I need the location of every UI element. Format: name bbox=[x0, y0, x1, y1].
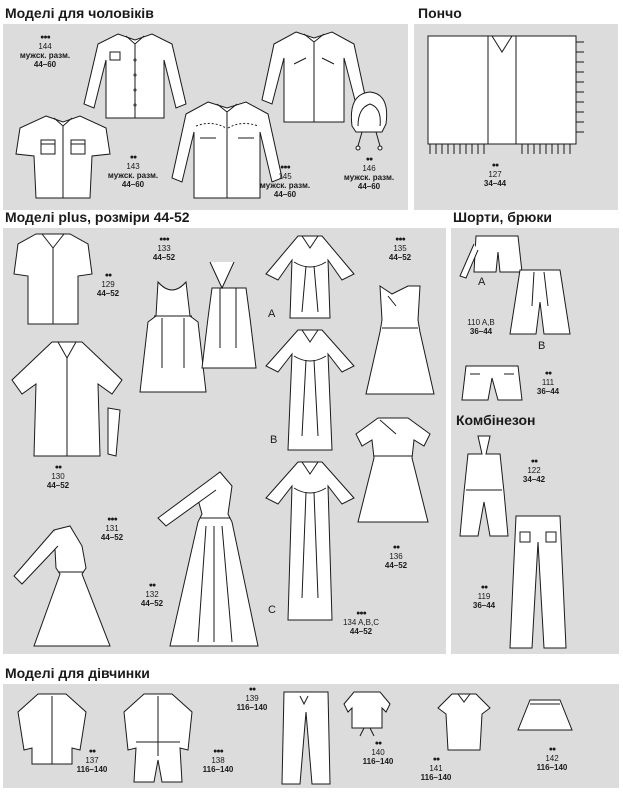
jumpsuit-heading: Комбінезон bbox=[456, 412, 536, 428]
dress-133-illustration bbox=[136, 258, 260, 396]
label-119: ●● 119 36–44 bbox=[472, 584, 496, 610]
trousers-139-illustration bbox=[276, 688, 336, 788]
shorts-111-illustration bbox=[458, 362, 528, 406]
poncho-127-illustration bbox=[422, 32, 608, 160]
variant-c: C bbox=[268, 604, 276, 616]
trousers-119-illustration bbox=[506, 512, 570, 652]
dress-132-illustration bbox=[150, 466, 268, 650]
hood-146-illustration bbox=[346, 88, 392, 152]
dress-134c-illustration bbox=[262, 458, 358, 624]
variant-a: A bbox=[268, 308, 276, 320]
label-132: ●● 132 44–52 bbox=[140, 582, 164, 608]
top-129-illustration bbox=[12, 230, 94, 328]
label-145: ●●● 145 мужск. разм. 44–60 bbox=[259, 164, 311, 199]
label-143: ●● 143 мужск. разм. 44–60 bbox=[107, 154, 159, 189]
skirt-142-illustration bbox=[514, 696, 576, 736]
variant-shorts-a: A bbox=[478, 276, 486, 288]
blouse-134a-illustration bbox=[262, 232, 358, 322]
dress-135-illustration bbox=[362, 280, 438, 398]
top-140-illustration bbox=[340, 688, 394, 740]
shorts-heading: Шорти, брюки bbox=[453, 209, 552, 225]
label-127: ●● 127 34–44 bbox=[483, 162, 507, 188]
label-141: ●● 141 116–140 bbox=[420, 756, 452, 782]
jumpsuit-138-illustration bbox=[118, 690, 198, 786]
variant-shorts-b: B bbox=[538, 340, 546, 352]
plus-heading: Моделі plus, розміри 44-52 bbox=[5, 209, 190, 225]
label-140: ●● 140 116–140 bbox=[362, 740, 394, 766]
label-138: ●●● 138 116–140 bbox=[202, 748, 234, 774]
dress-141-illustration bbox=[434, 690, 494, 754]
tunic-130-illustration bbox=[10, 338, 130, 462]
label-146: ●● 146 мужск. разм. 44–60 bbox=[343, 156, 395, 191]
label-130: ●● 130 44–52 bbox=[46, 464, 70, 490]
label-136: ●● 136 44–52 bbox=[384, 544, 408, 570]
variant-b: B bbox=[270, 434, 278, 446]
label-144: ●●● 144 мужск. разм. 44–60 bbox=[19, 34, 71, 69]
girls-heading: Моделі для дівчинки bbox=[5, 665, 150, 681]
label-134: ●●● 134 A,B,C 44–52 bbox=[342, 610, 380, 636]
label-129: ●● 129 44–52 bbox=[96, 272, 120, 298]
label-111: ●● 111 36–44 bbox=[536, 370, 560, 396]
shorts-110b-illustration bbox=[504, 266, 574, 344]
label-142: ●● 142 116–140 bbox=[536, 746, 568, 772]
men-heading: Моделі для чоловіків bbox=[5, 5, 154, 21]
label-110: 110 A,B 36–44 bbox=[467, 318, 495, 336]
label-135: ●●● 135 44–52 bbox=[388, 236, 412, 262]
poncho-heading: Пончо bbox=[418, 5, 462, 21]
label-133: ●●● 133 44–52 bbox=[152, 236, 176, 262]
label-137: ●● 137 116–140 bbox=[76, 748, 108, 774]
label-131: ●●● 131 44–52 bbox=[100, 516, 124, 542]
label-139: ●● 139 116–140 bbox=[236, 686, 268, 712]
label-122: ●● 122 34–42 bbox=[522, 458, 546, 484]
dress-136-illustration bbox=[350, 414, 436, 526]
shirt-143-illustration bbox=[14, 112, 112, 202]
